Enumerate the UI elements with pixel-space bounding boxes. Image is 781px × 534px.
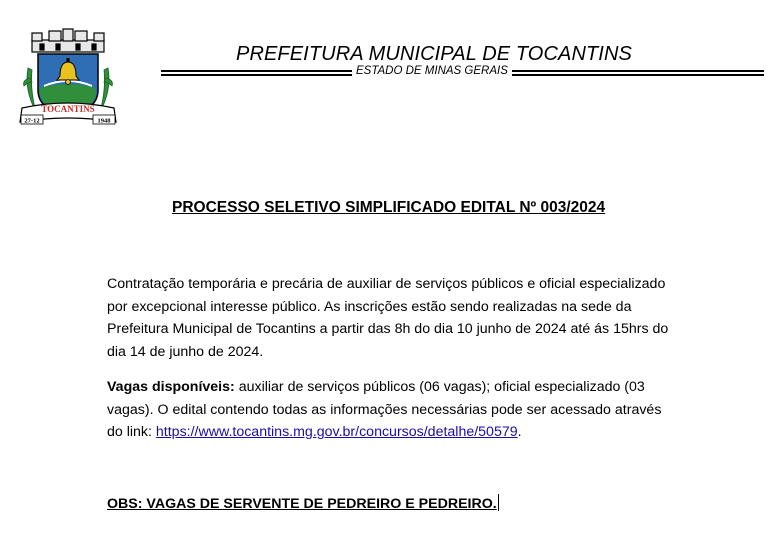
obs-text: OBS: VAGAS DE SERVENTE DE PEDREIRO E PEDREIRO.: [107, 496, 497, 512]
paragraph-vacancies: [107, 376, 677, 444]
banner-year-right: 1948: [97, 117, 111, 125]
coat-of-arms-logo: [18, 28, 118, 128]
header-subtitle: ESTADO DE MINAS GERAIS: [352, 65, 512, 77]
edital-link[interactable]: https://www.tocantins.mg.gov.br/concursos/detalhe/50579: [155, 424, 518, 441]
vacancies-label: Vagas disponíveis:: [107, 379, 235, 395]
paragraph-description: Contratação temporária e precária de auxiliar de serviços públicos e oficial especializado por excepcional interesse público. As inscrições estão sendo realizadas na sede da Prefeitura Municipal de Tocantins a partir das 8h do dia 10 junho de 2024 até ás 15hrs do dia 14 de junho de 2024.: [107, 276, 669, 360]
vacancies-text: auxiliar de serviços públicos (06 vagas); oficial especializado (03 vagas). O edital contendo todas as informações necessárias pode ser acessado através do link:: [107, 379, 662, 441]
banner-year-left: 27-12: [24, 117, 40, 125]
header-title: PREFEITURA MUNICIPAL DE TOCANTINS: [236, 43, 632, 65]
name-banner: [20, 103, 116, 125]
document-title: PROCESSO SELETIVO SIMPLIFICADO EDITAL Nº 003/2024: [172, 199, 606, 216]
banner-text: TOCANTINS: [41, 104, 95, 114]
mural-crown-icon: [32, 29, 104, 52]
obs-note: [107, 494, 499, 512]
text-cursor: [498, 494, 499, 511]
vacancies-end: .: [517, 424, 522, 441]
